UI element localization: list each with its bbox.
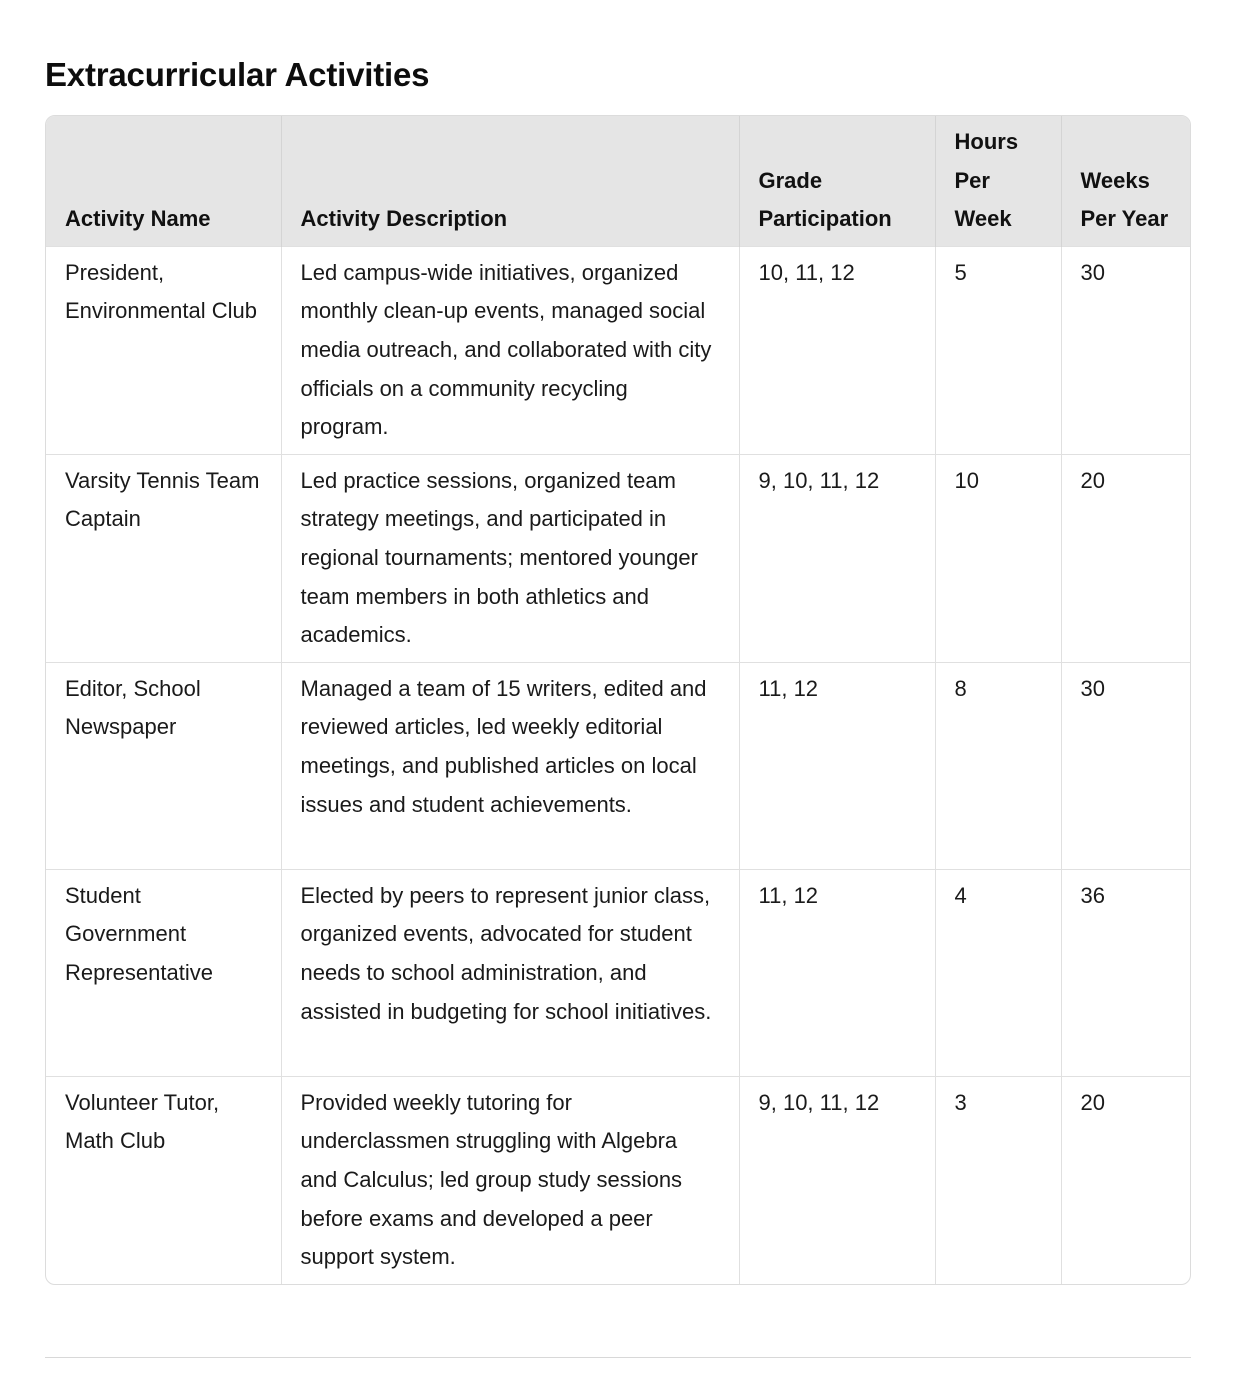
cell-weeks-per-year: 20 (1061, 1076, 1190, 1283)
cell-weeks-per-year: 30 (1061, 246, 1190, 454)
cell-weeks-per-year: 20 (1061, 454, 1190, 662)
cell-activity-name: Varsity Tennis Team Captain (65, 467, 260, 532)
table-header (46, 116, 1190, 246)
horizontal-divider (45, 1357, 1191, 1358)
cell-hours-per-week: 4 (935, 869, 1061, 1076)
cell-grade-participation: 10, 11, 12 (739, 246, 935, 454)
cell-grade-participation: 11, 12 (739, 662, 935, 869)
page-title: Extracurricular Activities (45, 56, 430, 93)
cell-weeks-per-year: 36 (1061, 869, 1190, 1076)
cell-grade-participation: 9, 10, 11, 12 (739, 454, 935, 662)
cell-hours-per-week: 3 (935, 1076, 1061, 1283)
cell-activity-description: Led practice sessions, organized team strategy meetings, and participated in regional tournaments; mentored younger team members in both athletics and academics. (281, 454, 739, 662)
table-header-row (46, 116, 1190, 246)
column-header-activity-description: Activity Description (281, 116, 739, 246)
cell-activity-name: Editor, School Newspaper (65, 675, 201, 740)
cell-grade-participation: 11, 12 (739, 869, 935, 1076)
cell-hours-per-week: 5 (935, 246, 1061, 454)
cell-activity-description: Led campus-wide initiatives, organized monthly clean-up events, managed social media outreach, and collaborated with city officials on a community recycling program. (281, 246, 739, 454)
table-row (46, 1076, 1190, 1283)
cell-activity-description: Elected by peers to represent junior class, organized events, advocated for student needs to school administration, and assisted in budgeting for school initiatives. (281, 869, 739, 1076)
column-header-activity-name: Activity Name (65, 206, 211, 232)
cell-hours-per-week: 10 (935, 454, 1061, 662)
cell-activity-name: Student Government Representative (65, 882, 213, 985)
table-row (46, 869, 1190, 1076)
column-header-grade-participation: Grade Participation (739, 116, 935, 246)
column-header-hours-per-week: Hours Per Week (935, 116, 1061, 246)
cell-hours-per-week: 8 (935, 662, 1061, 869)
table-body (46, 246, 1190, 1283)
cell-grade-participation: 9, 10, 11, 12 (739, 1076, 935, 1283)
cell-activity-name: Volunteer Tutor, Math Club (65, 1089, 220, 1154)
cell-weeks-per-year: 30 (1061, 662, 1190, 869)
cell-activity-description: Provided weekly tutoring for underclassmen struggling with Algebra and Calculus; led group study sessions before exams and developed a peer support system. (281, 1076, 739, 1283)
table-row (46, 662, 1190, 869)
activities-table (46, 116, 1190, 1284)
table-row (46, 246, 1190, 454)
column-header-weeks-per-year: Weeks Per Year (1061, 116, 1190, 246)
table-row (46, 454, 1190, 662)
cell-activity-description: Managed a team of 15 writers, edited and reviewed articles, led weekly editorial meetings, and published articles on local issues and student achievements. (281, 662, 739, 869)
cell-activity-name: President, Environmental Club (65, 259, 257, 324)
activities-table-container (45, 115, 1191, 1285)
